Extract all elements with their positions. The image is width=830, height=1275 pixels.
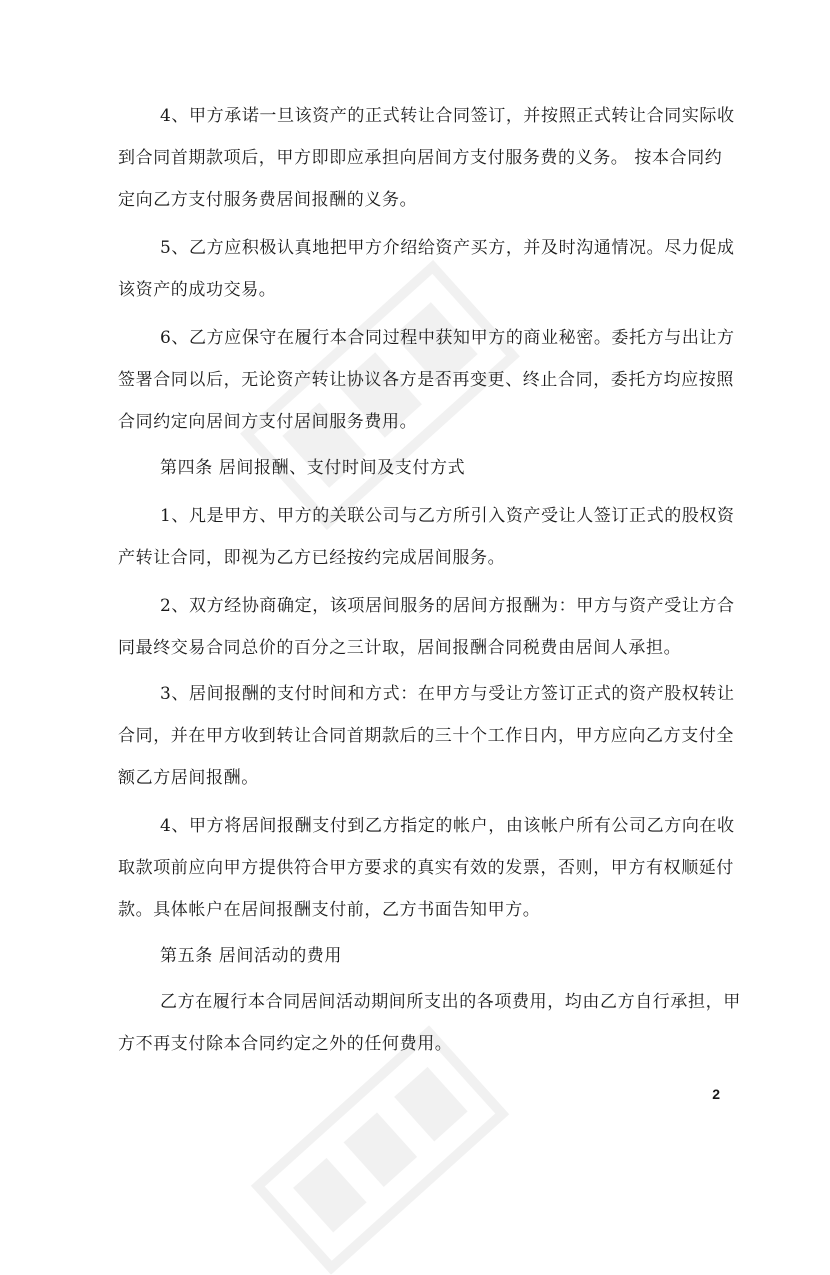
text-line: 同最终交易合同总价的百分之三计取，居间报酬合同税费由居间人承担。 [118,638,682,658]
text-line: 3、居间报酬的支付时间和方式：在甲方与受让方签订正式的资产股权转让 [160,684,735,704]
text-line: 款。具体帐户在居间报酬支付前，乙方书面告知甲方。 [118,900,541,920]
text-line: 取款项前应向甲方提供符合甲方要求的真实有效的发票，否则，甲方有权顺延付 [118,858,734,878]
text-line: 该资产的成功交易。 [118,280,277,300]
watermark-logo-icon [251,1025,510,1275]
text-line: 合同，并在甲方收到转让合同首期款后的三十个工作日内，甲方应向乙方支付全 [118,726,734,746]
text-line: 4、甲方将居间报酬支付到乙方指定的帐户，由该帐户所有公司乙方向在收 [160,816,735,836]
text-line: 5、乙方应积极认真地把甲方介绍给资产买方，并及时沟通情况。尽力促成 [160,238,735,258]
text-line: 签署合同以后，无论资产转让协议各方是否再变更、终止合同，委托方均应按照 [118,370,734,390]
text-line: 到合同首期款项后，甲方即即应承担向居间方支付服务费的义务。 按本合同约 [118,148,723,168]
page-number: 2 [712,1086,720,1102]
text-line: 定向乙方支付服务费居间报酬的义务。 [118,190,418,210]
text-line: 额乙方居间报酬。 [118,768,259,788]
text-line: 2、双方经协商确定，该项居间服务的居间方报酬为：甲方与资产受让方合 [160,596,735,616]
text-line: 合同约定向居间方支付居间服务费用。 [118,412,418,432]
text-line: 第五条 居间活动的费用 [160,946,343,966]
text-line: 第四条 居间报酬、支付时间及支付方式 [160,458,466,478]
text-line: 产转让合同，即视为乙方已经按约完成居间服务。 [118,548,506,568]
text-line: 方不再支付除本合同约定之外的任何费用。 [118,1034,453,1054]
text-line: 4、甲方承诺一旦该资产的正式转让合同签订，并按照正式转让合同实际收 [160,106,735,126]
text-line: 乙方在履行本合同居间活动期间所支出的各项费用，均由乙方自行承担，甲 [160,992,741,1012]
text-line: 6、乙方应保守在履行本合同过程中获知甲方的商业秘密。委托方与出让方 [160,328,735,348]
text-line: 1、凡是甲方、甲方的关联公司与乙方所引入资产受让人签订正式的股权资 [160,506,735,526]
